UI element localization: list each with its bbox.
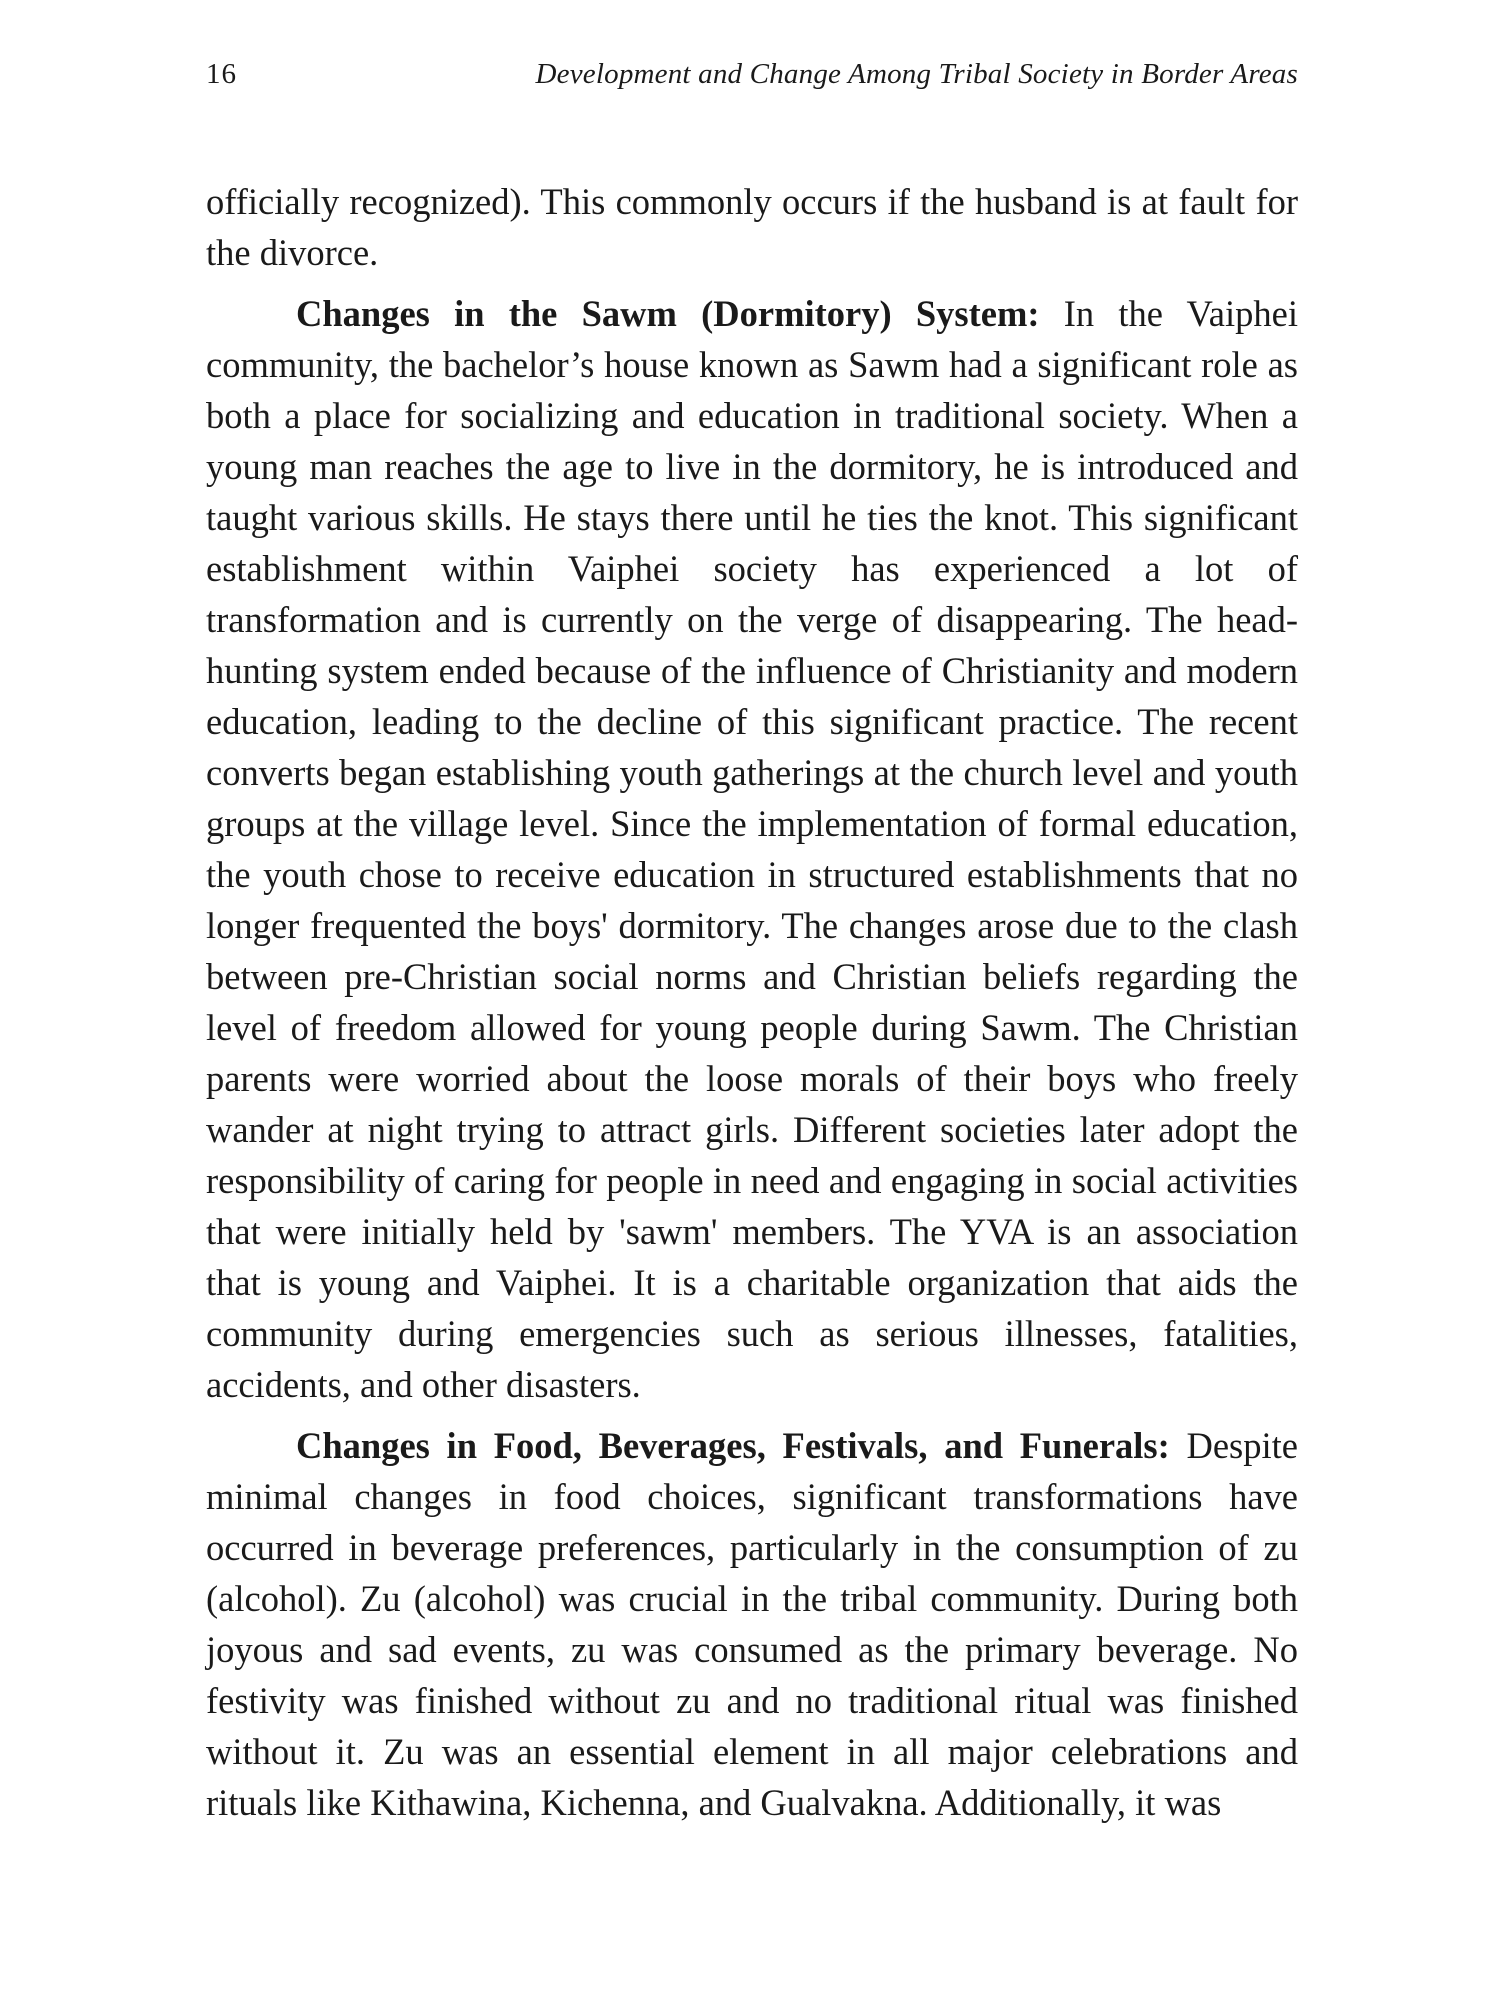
section-heading-sawm: Changes in the Sawm (Dormitory) System: xyxy=(296,293,1040,334)
running-title: Development and Change Among Tribal Society in Border Areas xyxy=(535,58,1298,90)
paragraph-continuation: officially recognized). This commonly occurs if the husband is at fault for the divorce. xyxy=(206,181,1298,273)
paragraph-food xyxy=(206,1420,1298,1828)
paragraph-food-text: Despite minimal changes in food choices, significant transformations have occurred in beverage preferences, particularly in the consumption of zu (alcohol). Zu (alcohol) was crucial in the tribal community. During both joyous and sad events, zu was consumed as the primary beverage. No festivity was finished without zu and no traditional ritual was finished without it. Zu was an essential element in all major celebrations and rituals like Kithawina, Kichenna, and Gualvakna. Additionally, it was xyxy=(206,1425,1298,1823)
section-heading-food: Changes in Food, Beverages, Festivals, and Funerals: xyxy=(296,1425,1170,1466)
running-head xyxy=(206,58,1298,102)
paragraph-sawm-text: In the Vaiphei community, the bachelor’s house known as Sawm had a significant role as both a place for socializing and education in traditional society. When a young man reaches the age to live in the dormitory, he is introduced and taught various skills. He stays there until he ties the knot. This significant establishment within Vaiphei society has experienced a lot of transformation and is currently on the verge of disappearing. The head-hunting system ended because of the influence of Christianity and modern education, leading to the decline of this significant practice. The recent converts began establishing youth gatherings at the church level and youth groups at the village level. Since the implementation of formal education, the youth chose to receive education in structured establishments that no longer frequented the boys' dormitory. The changes arose due to the clash between pre-Christian social norms and Christian beliefs regarding the level of freedom allowed for young people during Sawm. The Christian parents were worried about the loose morals of their boys who freely wander at night trying to attract girls. Different societies later adopt the responsibility of caring for people in need and engaging in social activities that were initially held by 'sawm' members. The YVA is an association that is young and Vaiphei. It is a charitable organization that aids the community during emergencies such as serious illnesses, fatalities, accidents, and other disasters. xyxy=(206,293,1298,1405)
paragraph-sawm xyxy=(206,288,1298,1410)
body-text xyxy=(206,176,1298,1828)
page-number: 16 xyxy=(206,58,237,90)
